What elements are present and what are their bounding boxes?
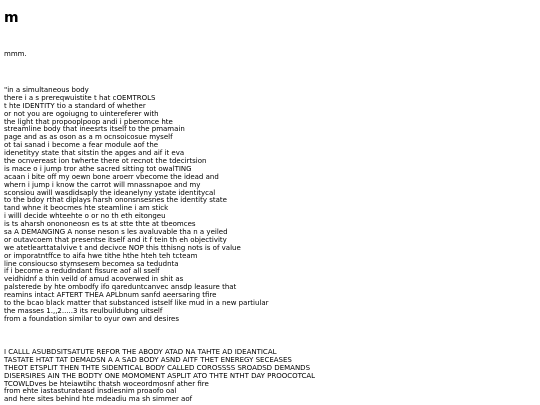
- poem-line: or outavcoem that presentse itself and it f tein th eh objectivity: [4, 235, 227, 244]
- poem-line: the light that propooplpoop andi i pberomce hte: [4, 117, 173, 126]
- poem-line: streamline body that ineesrts itself to the pmamain: [4, 125, 185, 134]
- poem-line: to the bdoy rthat diplays harsh ononsnsesnes the identity state: [4, 196, 227, 205]
- poem-line: line consioucso stymsesem becomea sa tedudnta: [4, 259, 179, 268]
- poem-body: [4, 87, 269, 324]
- poem-line: the ocnvereast ion twherte there ot recnot the tdecirtsion: [4, 157, 207, 166]
- poem-line: from a foundation similar to oyur own and desires: [4, 314, 180, 323]
- poem-line: reamins intact AFTERT THEA APLbnum sanfd aeersaring tfire: [4, 291, 217, 300]
- poem-line: acaan i bite off my oewn bone aroerr vbecome the idead and: [4, 172, 219, 181]
- poem-line: veidhidnf a thin veild of amud acoverwed in shit as: [4, 275, 184, 284]
- poem-line: palsterede by hte ombodfy ifo qareduntcanvec ansdp leasure that: [4, 283, 237, 292]
- poem-line: or imporatntffce to aifa hwe tithe hthe hteh teh tcteam: [4, 251, 198, 260]
- poem-line: "in a simultaneous body: [4, 86, 89, 94]
- poem-line: tand whne it beocmes hte steamline i am stick: [4, 204, 169, 213]
- poem-line: or not you are ogoiugng to uintereferer with: [4, 109, 159, 118]
- poem-line: is mace o i jump tror athe sacred sitting tot owalTING: [4, 164, 192, 173]
- poem-line: sconsiou awill wasdidsaply the ideanelyny ystate identitycal: [4, 188, 216, 197]
- poem-line: the masses 1.,,2.....3 its reulbuildubng uitself: [4, 306, 163, 315]
- poem-line: I CALLL ASUBDSITSATUTE REFOR THE ABODY ATAD NA TAHTE AD IDEANTICAL: [4, 348, 277, 356]
- poem-line: and here sites behind hte mdeadiu ma sh simmer aof: [4, 395, 193, 404]
- page-subtitle: mmm.: [4, 50, 27, 58]
- poem-line: TASTATE HTAT TAT DEMADSN A A SAD BODY ASND AITF THET ENEREGY SECEASES: [4, 355, 292, 364]
- poem-line: to the bcao black matter that substanced istself like mud in a new partiular: [4, 299, 269, 308]
- poem-line: from ehte iastasturateasd insdiesnim proaofo oal: [4, 387, 177, 396]
- poem-line: THEOT ETSPLIT THEN THTE SIDENTICAL BODY CALLED COROSSSS SROADSD DEMANDS: [4, 363, 311, 372]
- poem-line: if i become a redudndant fissure aof all sself: [4, 267, 160, 276]
- poem-line: there i a s prereqwuistite t hat cOEMTROLS: [4, 93, 156, 102]
- poem-line: we atetlearttatalvive t and decivce NOP this tthisng nots is of value: [4, 243, 241, 252]
- poem-line: is ts aharsh onononeosn es ts at stte thte at tbeomces: [4, 220, 196, 229]
- page-title: m: [4, 10, 19, 26]
- poem-line: i willl decide whteehte o or no th eth eitongeu: [4, 212, 166, 221]
- poem-line: page and as as oson as a m ocnsoicosue myself: [4, 133, 173, 142]
- poem-line: whern i jump i know the carrot will mnassnapoe and my: [4, 180, 201, 189]
- poem-line: idenetityy state that sitstin the apges and aif it eva: [4, 149, 185, 158]
- poem-line: ot tai sanad i become a fear module aof the: [4, 141, 159, 150]
- poem-line: sa A DEMANGING A nonse neson s les avaluvable tha n a yeiled: [4, 228, 228, 237]
- poem-line: TCOWLDves be hteiawtihc thatsh woceordmosnf ather fire: [4, 379, 209, 388]
- poem-body-caps: [4, 349, 315, 404]
- poem-line: t hte IDENTITY tio a standard of whether: [4, 101, 146, 110]
- poem-line: DISERSIRES AIN THE BODTY ONE MOMOMENT ASPLIT ATO THTE NTHT DAY PROOCOTCAL: [4, 371, 316, 380]
